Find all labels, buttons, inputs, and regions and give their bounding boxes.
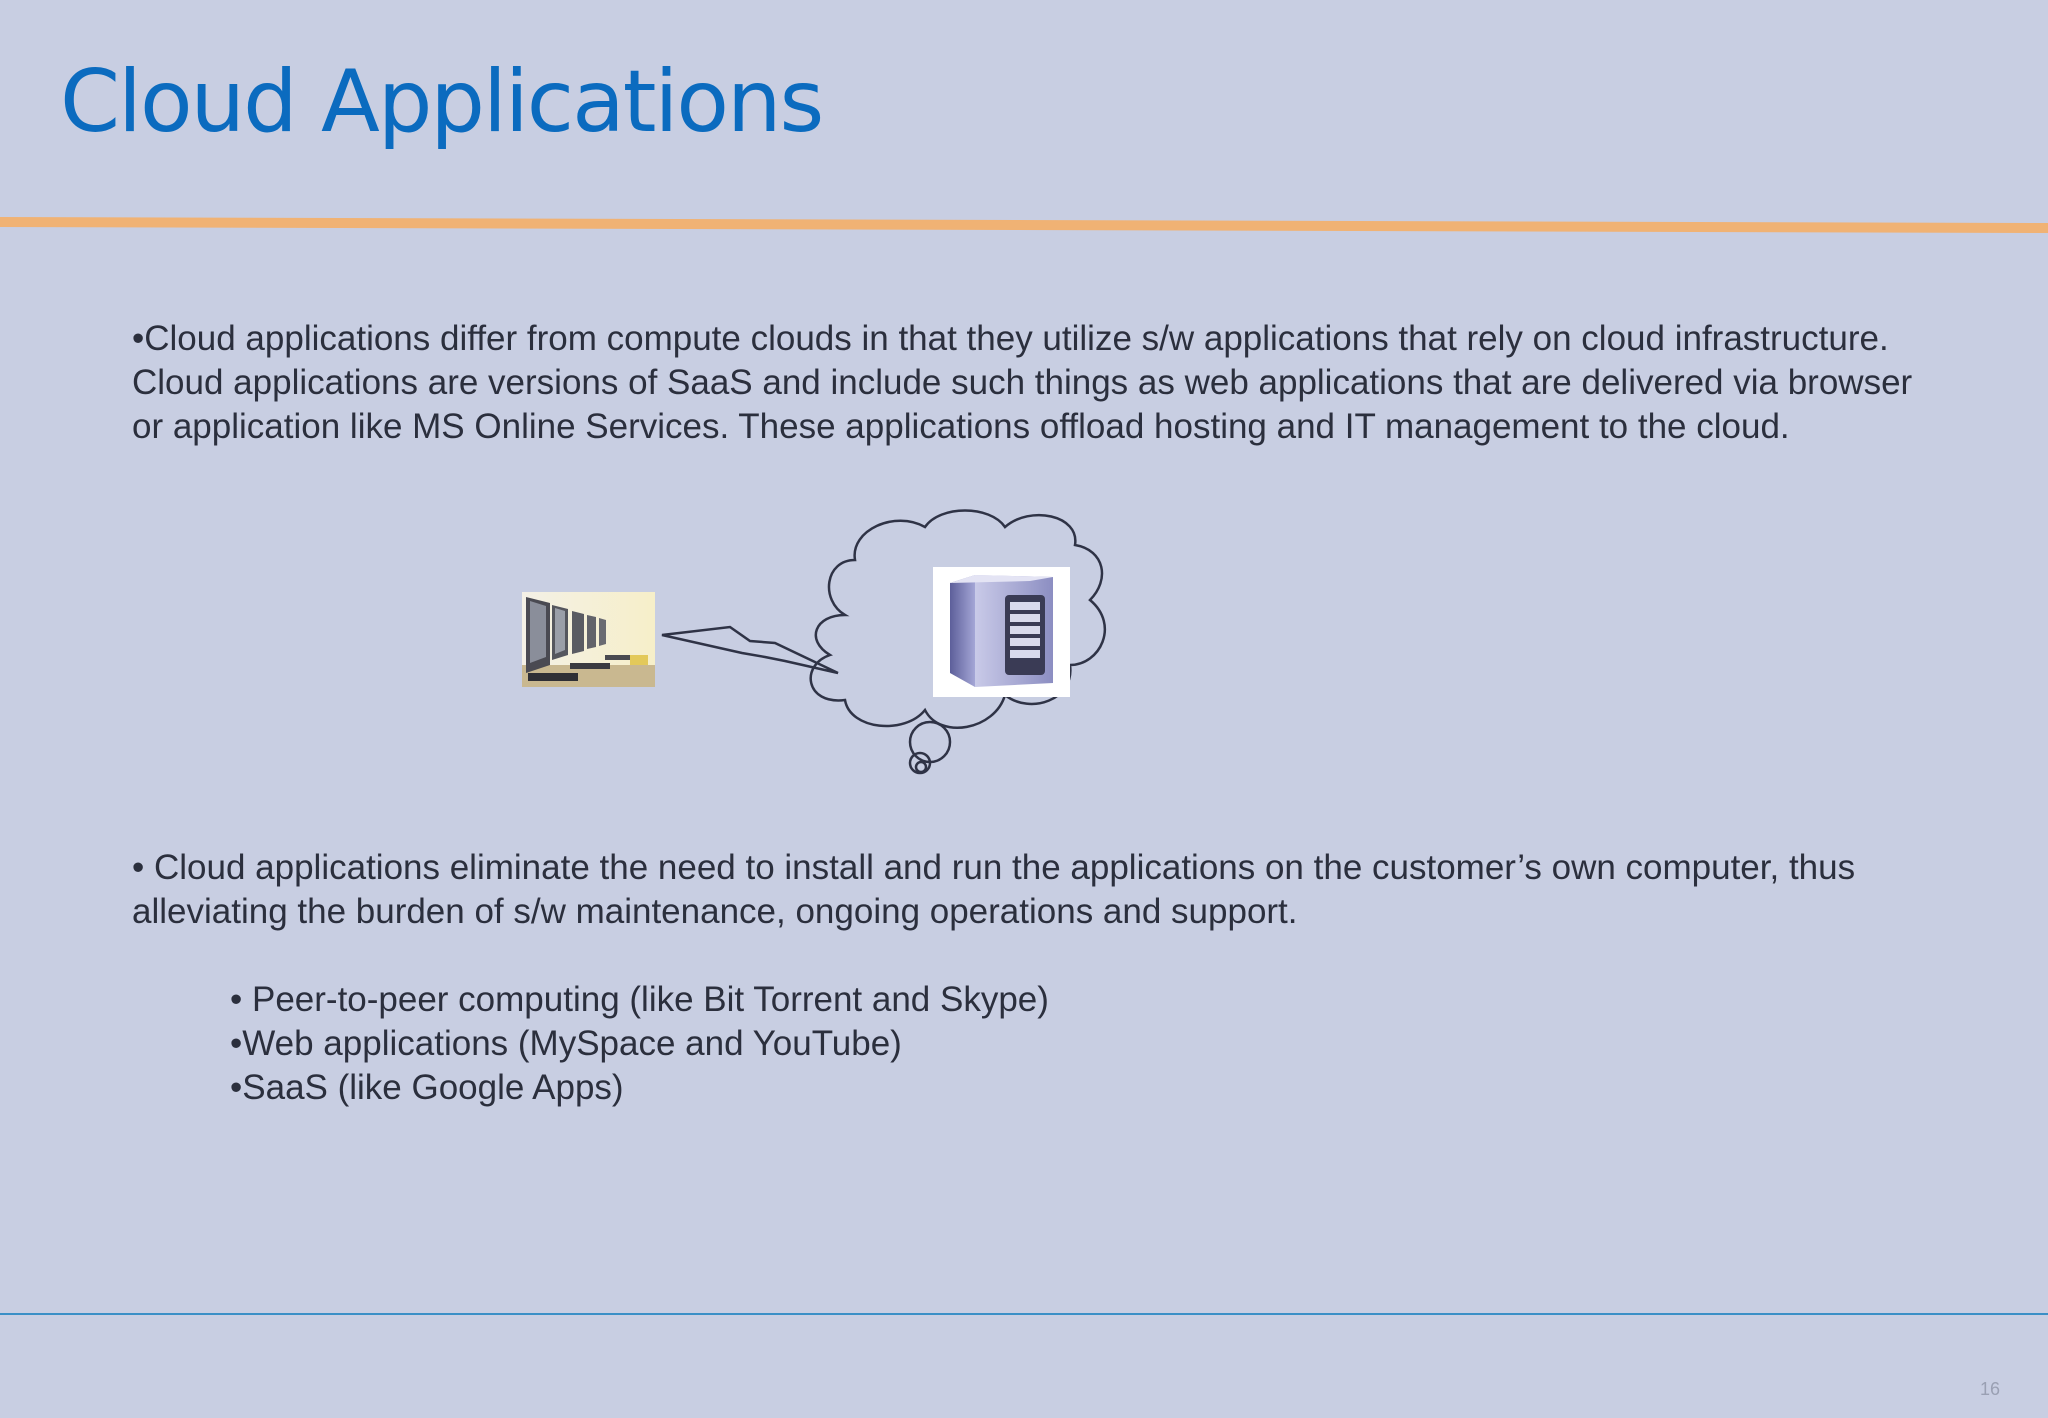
benefits-paragraph: • Cloud applications eliminate the need to install and run the applications on the customer’s own computer, thus alleviating the burden of s/w maintenance, ongoing operations and support.: [132, 848, 1856, 931]
title-underline: [0, 217, 2048, 233]
list-item: •SaaS (like Google Apps): [230, 1068, 624, 1107]
lightning-bolt-icon: [662, 627, 838, 673]
footer-divider: [0, 1313, 2048, 1315]
page-number: 16: [1979, 1379, 2000, 1399]
slide-title: Cloud Applications: [60, 52, 823, 152]
list-item: •Web applications (MySpace and YouTube): [230, 1024, 902, 1063]
intro-paragraph: •Cloud applications differ from compute clouds in that they utilize s/w applications that rely on cloud infrastructure. Cloud applications are versions of SaaS and include such things as web applications that are delivered via browser or application like MS Online Services. These applications offload hosting and IT management to the cloud.: [132, 319, 1913, 446]
cloud-diagram: [500, 505, 1180, 795]
list-item: • Peer-to-peer computing (like Bit Torrent and Skype): [230, 980, 1049, 1019]
examples-list: [230, 978, 1049, 1110]
computer-lab-icon: [522, 592, 655, 687]
server-tower-icon: [933, 567, 1070, 697]
